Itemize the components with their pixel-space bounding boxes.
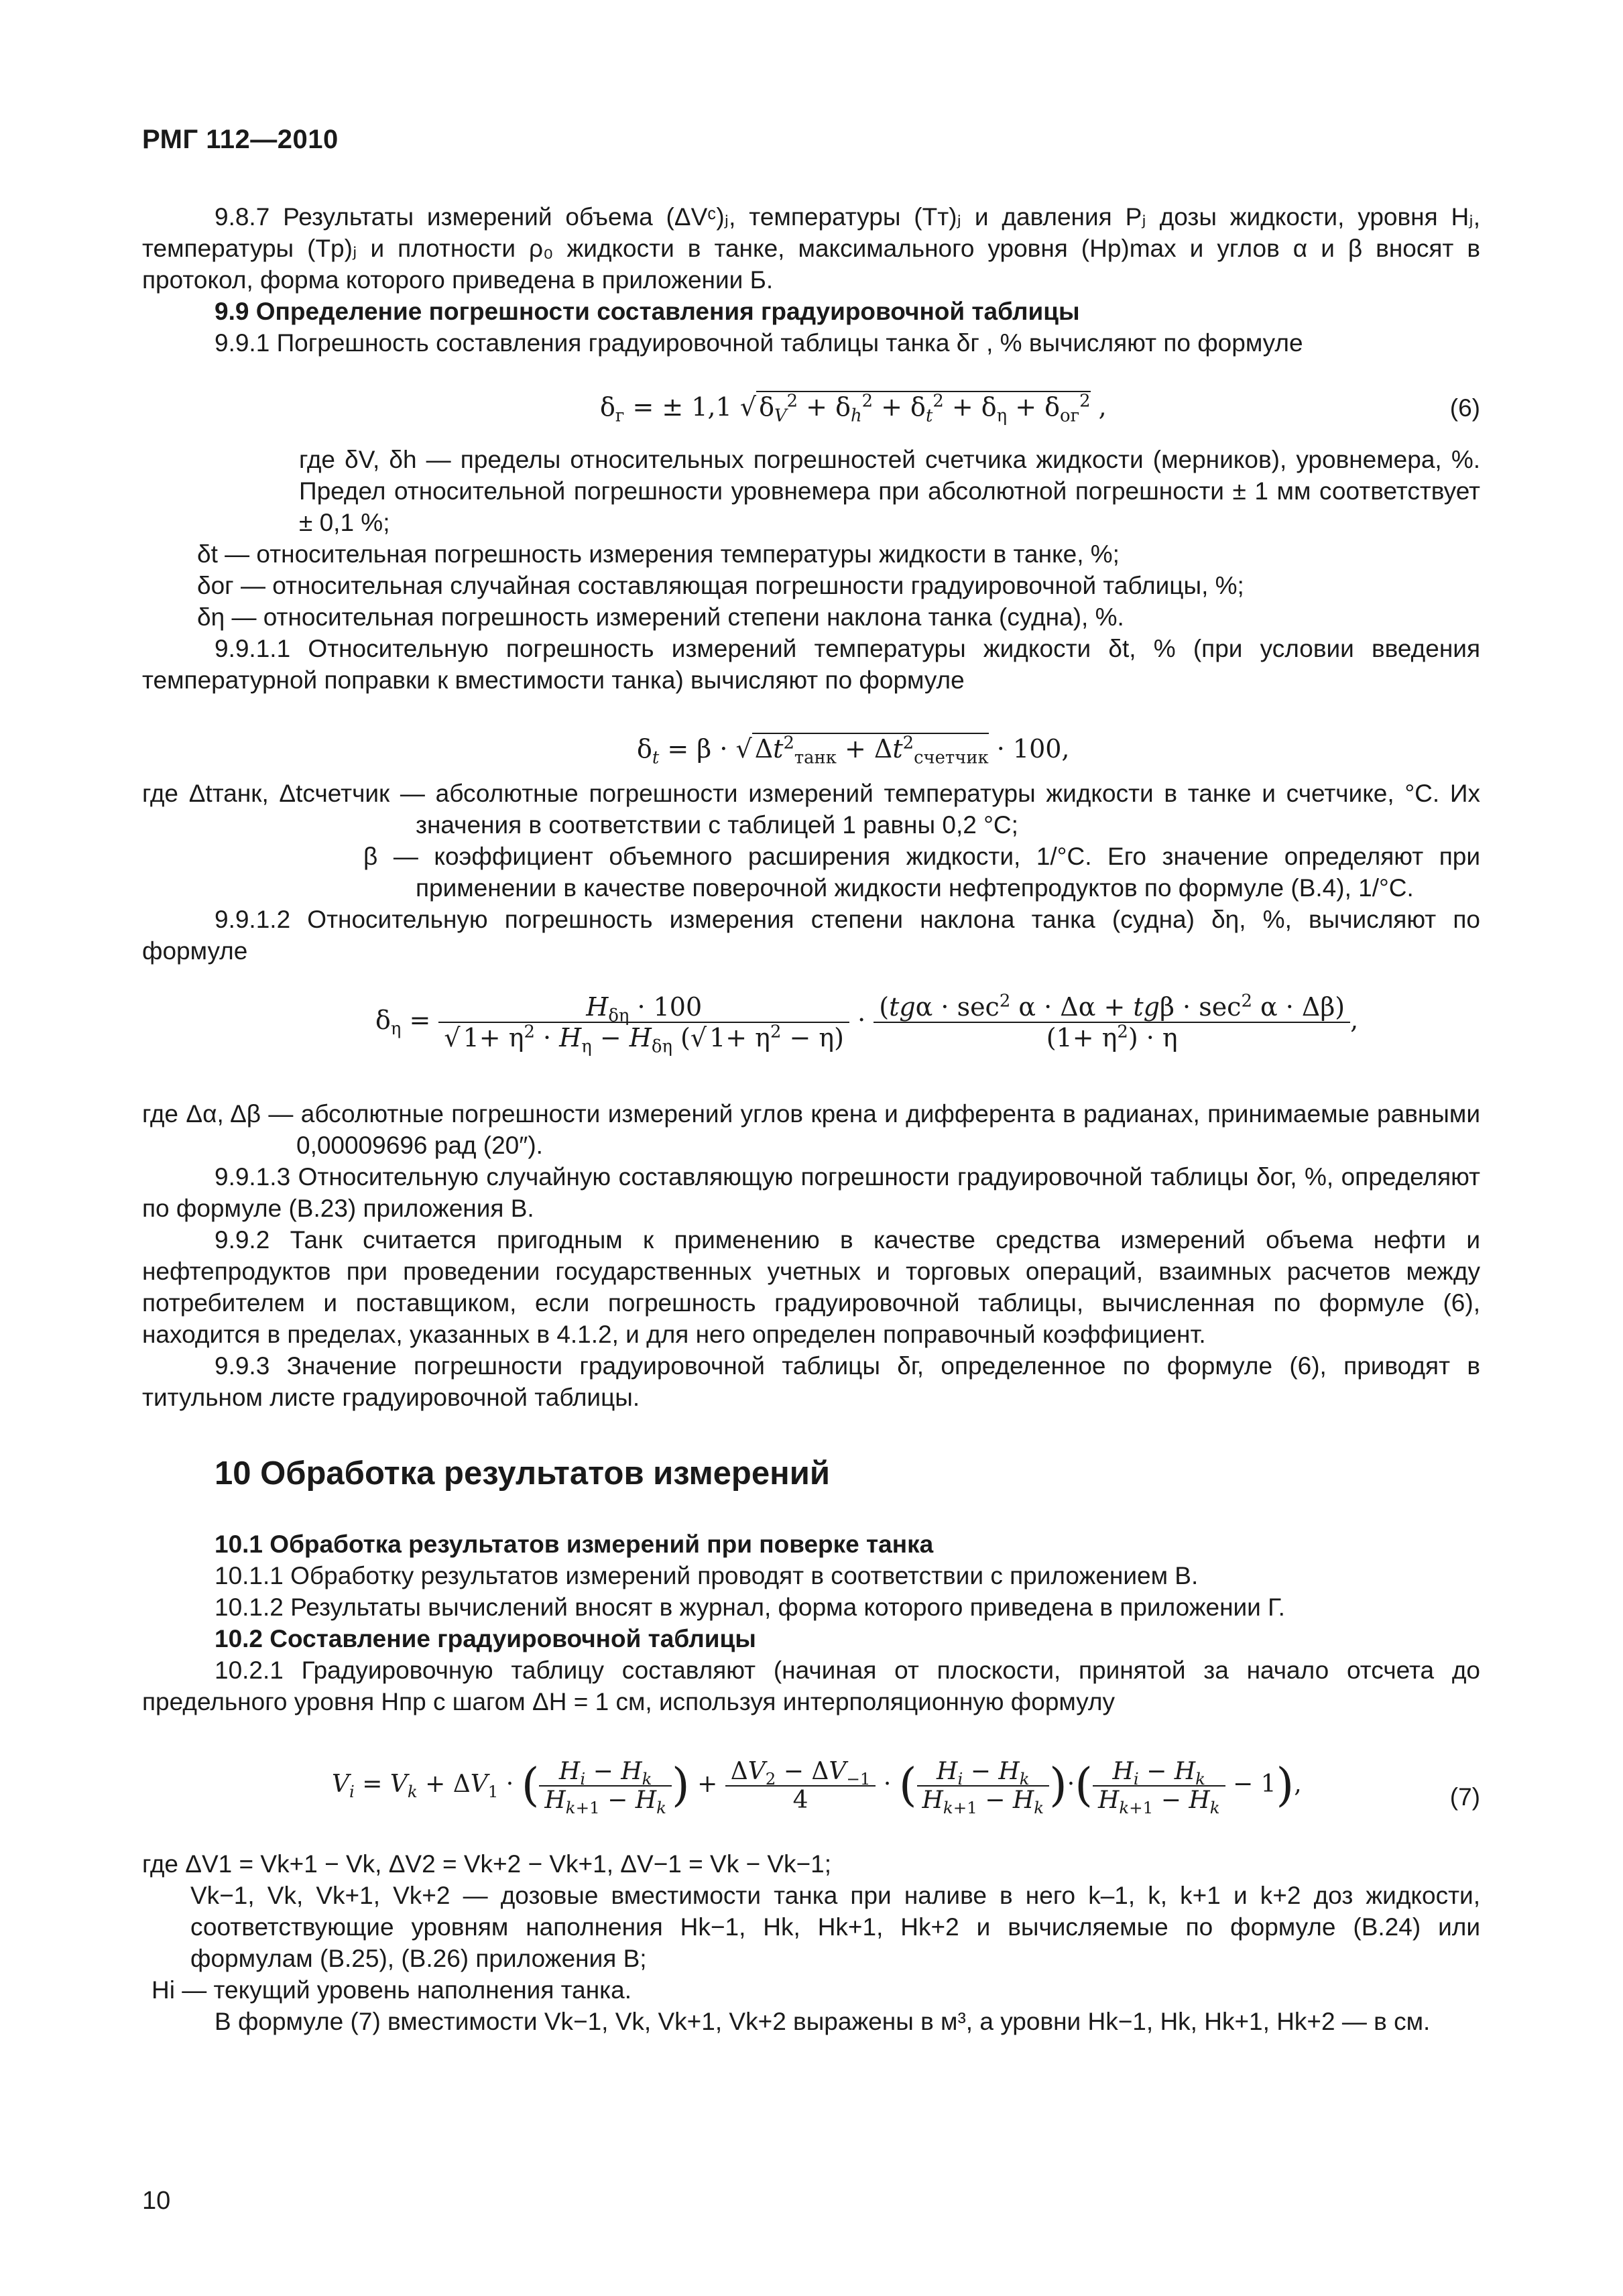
heading-10-2: 10.2 Составление градуировочной таблицы [215,1625,756,1652]
para-9-8-7: 9.8.7 Результаты измерений объема (ΔVᶜ)ⱼ, температуры (Tт)ⱼ и давления Pⱼ дозы жидкости, уровня Hⱼ, температуры (Tр)ⱼ и плотности ρ₀ жидкости в танке, максимального уровня (Hр)max и углов α и β вносят в протокол, форма которого приведена в приложении Б. [142,203,1480,294]
formula-7-number: (7) [1449,1783,1480,1811]
formula-6: $\delta_г$ = ± 1,1 √ $\delta_V^2 + \delta_h^2 + \delta_t^2 + \delta_\eta + \delta_{ог}^2$ , [600,391,1107,426]
para-9-9-1-2: 9.9.1.2 Относительную погрешность измерения степени наклона танка (судна) δη, %, вычисляют по формуле [142,906,1480,965]
where-1-t: δt — относительная погрешность измерения температуры жидкости в танке, %; [197,540,1120,568]
where-2-beta: β — коэффициент объемного расширения жидкости, 1/°С. Его значение определяют при применении в качестве поверочной жидкости нефтепродуктов по формуле (В.4), 1/°С. [363,843,1480,902]
where-3: где Δα, Δβ — абсолютные погрешности измерений углов крена и дифферента в радианах, принимаемые равными 0,00009696 рад (20″). [142,1100,1480,1159]
heading-10: 10 Обработка результатов измерений [215,1455,830,1492]
para-9-9-2: 9.9.2 Танк считается пригодным к применению в качестве средства измерений объема нефти и нефтепродуктов при проведении государственных учетных и торговых операций, взаимных расчетов между потребителем и поставщиком, если погрешность градуировочной таблицы, вычисленная по формуле (6), находится в пределах, указанных в 4.1.2, и для него определен поправочный коэффициент. [142,1226,1480,1348]
where-4-lead: где ΔV1 = Vk+1 − Vk, ΔV2 = Vk+2 − Vk+1, ΔV−1 = Vk − Vk−1; [142,1850,832,1878]
where-block-4 [142,1848,1480,2037]
where-2-lead: где Δtтанк, Δtсчетчик — абсолютные погрешности измерений температуры жидкости в танке и счетчике, °С. Их значения в соответствии с таблицей 1 равны 0,2 °С; [142,780,1480,839]
para-last: В формуле (7) вместимости Vk−1, Vk, Vk+1, Vk+2 выражены в м³, а уровни Hk−1, Hk, Hk+1, Hk+2 — в см. [215,2008,1431,2035]
formula-delta-eta: $\delta_\eta$ = $\frac{H_{\delta\eta} \cdot 100}{√ 1+ \eta^2 \cdot H_\eta - H_{\delta\eta} (√ 1+ \eta^2 - \eta)}$ · $\frac{(tg\alpha \cdot \sec^2 \alpha \cdot \Delta\alpha + tg\beta \cdot \sec^2 \alpha \cdot \Delta\beta)}{(1+ \eta^2) \cdot \eta}$ , [375,991,1359,1057]
where-1-eta: δη — относительная погрешность измерений степени наклона танка (судна), %. [197,603,1124,631]
formula-delta-t: $\delta_t = \beta$ · √ $\Delta t^2_{танк} + \Delta t^2_{счетчик} \cdot 100$, [637,733,1070,768]
where-1-lead: где δV, δh — пределы относительных погрешностей счетчика жидкости (мерников), уровнемера, %. Предел относительной погрешности уровнемера при абсолютной погрешности ± 1 мм соответствует ± 0,1 %; [299,446,1480,536]
heading-9-9: 9.9 Определение погрешности составления градуировочной таблицы [215,298,1080,325]
where-block-3 [142,1098,1480,1413]
where-block-2 [142,778,1480,967]
para-10-2-1: 10.2.1 Градуировочную таблицу составляют (начиная от плоскости, принятой за начало отсчета до предельного уровня Hпр с шагом ΔH = 1 см, используя интерполяционную формулу [142,1656,1480,1715]
heading-10-1: 10.1 Обработка результатов измерений при поверке танка [215,1530,934,1558]
where-1-og: δог — относительная случайная составляющая погрешности градуировочной таблицы, %; [197,572,1244,599]
para-10-1-2: 10.1.2 Результаты вычислений вносят в журнал, форма которого приведена в приложении Г. [215,1593,1285,1621]
para-9-9-1: 9.9.1 Погрешность составления градуировочной таблицы танка δг , % вычисляют по формуле [215,329,1303,357]
eta-fraction-2: $\frac{(tg\alpha \cdot \sec^2 \alpha \cdot \Delta\alpha + tg\beta \cdot \sec^2 \alpha \cdot \Delta\beta)}{(1+ \eta^2) \cdot \eta}$ [874,992,1350,1052]
formula-7: $V_i = V_k + \Delta V_1$ · ( $\frac{H_i - H_k}{H_{k+1} - H_k}$ ) + $\frac{\Delta V_2 - \Delta V_{-1}}{4}$ · ( $\frac{H_i - H_k}{H_{k+1} - H_k}$ )·( $\frac{H_i - H_k}{H_{k+1} - H_k}$ − 1), [332,1758,1302,1818]
para-9-9-1-3: 9.9.1.3 Относительную случайную составляющую погрешности градуировочной таблицы δог, %, определяют по формуле (В.23) приложения В. [142,1163,1480,1222]
para-9-9-3: 9.9.3 Значение погрешности градуировочной таблицы δг, определенное по формуле (6), приводят в титульном листе градуировочной таблицы. [142,1352,1480,1411]
formula-6-number: (6) [1449,394,1480,422]
para-9-9-1-1: 9.9.1.1 Относительную погрешность измерений температуры жидкости δt, % (при условии введения температурной поправки к вместимости танка) вычисляют по формуле [142,635,1480,694]
where-4-v: Vk−1, Vk, Vk+1, Vk+2 — дозовые вместимости танка при наливе в него k–1, k, k+1 и k+2 доз жидкости, соответствующие уровням наполнения Hk−1, Hk, Hk+1, Hk+2 и вычисляемые по формуле (В.24) или формулам (В.25), (В.26) приложения В; [190,1882,1480,1972]
page-number: 10 [142,2187,171,2215]
section-10-block [142,1528,1480,1717]
para-10-1-1: 10.1.1 Обработку результатов измерений проводят в соответствии с приложением В. [215,1562,1199,1589]
document-code-header: РМГ 112—2010 [142,125,339,154]
where-block-1 [142,444,1480,696]
where-4-h: Hi — текущий уровень наполнения танка. [152,1976,632,2004]
eta-fraction-1: $\frac{H_{\delta\eta} \cdot 100}{√ 1+ \eta^2 \cdot H_\eta - H_{\delta\eta} (√ 1+ \eta^2 - \eta)}$ [438,992,849,1052]
section-9-8-7-block [142,201,1480,359]
